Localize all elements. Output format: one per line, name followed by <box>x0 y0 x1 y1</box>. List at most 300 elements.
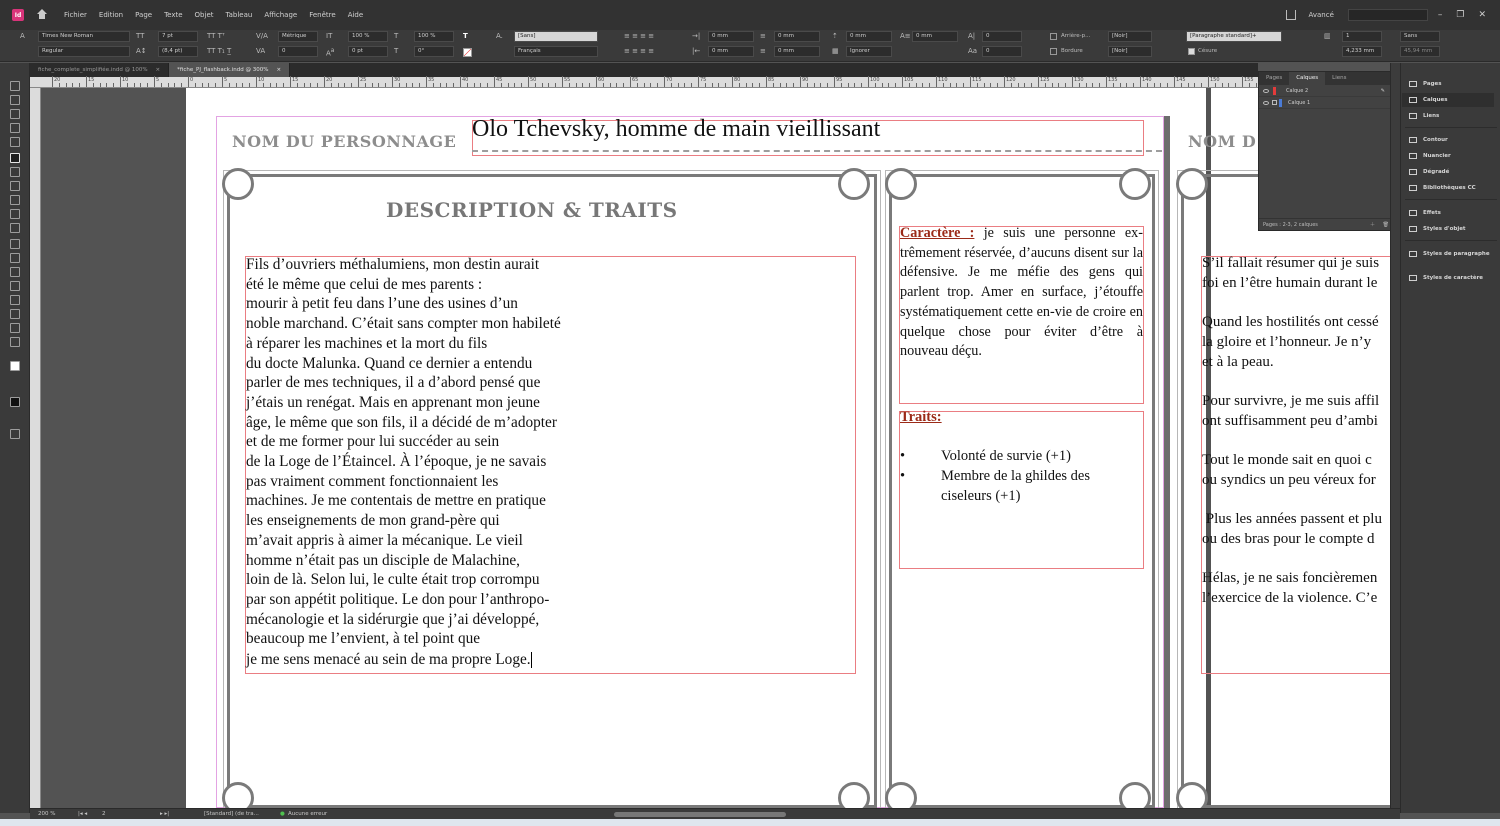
preflight-ok-icon: ● <box>280 811 285 817</box>
ruler-tick <box>344 83 345 87</box>
dock-pages[interactable]: Pages <box>1409 77 1442 91</box>
ruler-tick <box>351 83 352 87</box>
hand-tool-icon[interactable] <box>10 323 20 333</box>
ruler-number: 15 <box>88 77 95 83</box>
text-line: à réparer les machines et la mort du fils <box>246 334 488 352</box>
ruler-tick <box>154 76 155 87</box>
ruler-tick <box>684 83 685 87</box>
ruler-tick <box>140 83 141 87</box>
control-panel <box>0 30 1500 62</box>
font-style-field[interactable]: Regular <box>38 46 130 57</box>
ruler-tick <box>1024 83 1025 87</box>
ruler-tick <box>263 83 264 87</box>
ruler-tick <box>780 83 781 87</box>
dock-effets[interactable]: Effets <box>1409 206 1441 220</box>
ruler-tick <box>657 83 658 87</box>
text-line: de la Loge de l’Étaincel. À l’époque, je ne savais <box>246 453 547 471</box>
ruler-tick <box>909 83 910 87</box>
ruler-tick <box>895 83 896 87</box>
ruler-tick <box>52 76 53 87</box>
column-width-field[interactable]: 4,233 mm <box>1342 46 1382 57</box>
tab-fiche-complete[interactable] <box>30 63 169 77</box>
note-tool-icon[interactable] <box>10 295 20 305</box>
menu-tableau[interactable]: Tableau <box>225 11 253 19</box>
baseline-shift-field[interactable]: 0 pt <box>348 46 388 57</box>
text-line <box>1202 372 1392 392</box>
ruler-tick <box>338 83 339 87</box>
ruler-number: 95 <box>836 77 843 83</box>
horizontal-ruler[interactable] <box>30 77 1258 88</box>
ruler-tick <box>1092 83 1093 87</box>
text-line: mécanologie et la sidérurgie que j’ai développé, <box>246 610 540 628</box>
ruler-tick <box>990 83 991 87</box>
tab-calques[interactable]: Calques <box>1289 72 1325 85</box>
drop-cap-icon: A| <box>968 32 976 40</box>
hyphenation-checkbox[interactable] <box>1188 48 1195 55</box>
tracking-icon: VA <box>256 47 266 55</box>
text-line <box>1202 431 1392 451</box>
ruler-tick <box>514 83 515 87</box>
object-styles-icon <box>1409 226 1417 232</box>
ruler-tick <box>1011 83 1012 87</box>
trait-item-continued[interactable]: ciseleurs (+1) <box>941 488 1021 504</box>
shading-color-field[interactable]: [Noir] <box>1108 31 1152 42</box>
dock-separator <box>1405 127 1497 128</box>
ruler-number: 145 <box>1176 77 1186 83</box>
ruler-tick <box>1099 83 1100 87</box>
column-size-field[interactable]: 45,94 mm <box>1400 46 1440 57</box>
font-family-field[interactable] <box>38 31 130 42</box>
right-page-text[interactable] <box>1202 254 1392 609</box>
ruler-number: 45 <box>496 77 503 83</box>
gradient-feather-tool-icon[interactable] <box>10 281 20 291</box>
content-collector-icon[interactable] <box>10 137 20 147</box>
ruler-tick <box>1031 83 1032 87</box>
ruler-tick <box>582 83 583 87</box>
ruler-tick <box>236 83 237 87</box>
links-icon <box>1409 113 1417 119</box>
grid-align-field[interactable]: Ignorer <box>846 46 892 57</box>
preflight-status[interactable]: Aucune erreur <box>288 811 328 817</box>
direct-selection-tool-icon[interactable] <box>10 95 20 105</box>
ruler-tick <box>555 83 556 87</box>
dock-styles-caractere[interactable]: Styles de caractère <box>1409 271 1483 285</box>
ruler-tick <box>916 83 917 87</box>
ruler-number: 80 <box>734 77 741 83</box>
menu-objet[interactable]: Objet <box>194 11 214 19</box>
ruler-tick <box>997 83 998 87</box>
char-style-field[interactable]: [Sans] <box>514 31 598 42</box>
ruler-number: 10 <box>258 77 265 83</box>
ruler-tick <box>256 76 257 87</box>
layer-row-calque-1[interactable] <box>1259 97 1397 109</box>
hyphenation-label: Césure <box>1198 48 1218 54</box>
gap-tool-icon[interactable] <box>10 123 20 133</box>
ruler-number: 140 <box>1142 77 1152 83</box>
ruler-tick <box>317 83 318 87</box>
close-icon[interactable]: × <box>276 67 282 73</box>
trait-item[interactable]: • Membre de la ghildes des <box>900 468 1090 484</box>
ruler-number: 85 <box>768 77 775 83</box>
panel-collapse-strip[interactable] <box>1390 63 1400 813</box>
zoom-tool-icon[interactable] <box>10 337 20 347</box>
zoom-level[interactable]: 200 % <box>38 811 56 817</box>
ruler-tick <box>548 83 549 87</box>
ruler-tick <box>365 83 366 87</box>
ruler-tick <box>616 83 617 87</box>
ruler-number: 25 <box>360 77 367 83</box>
document-tabs <box>30 63 1258 77</box>
ruler-tick <box>72 83 73 87</box>
ruler-tick <box>276 83 277 87</box>
ruler-number: 60 <box>598 77 605 83</box>
scissors-tool-icon[interactable] <box>10 239 20 249</box>
shading-label: Arrière-p... <box>1061 33 1091 39</box>
dock-styles-objet[interactable]: Styles d'objet <box>1409 222 1466 236</box>
vertical-scale-field[interactable]: 100 % <box>348 31 388 42</box>
layers-count: Pages : 2-3, 2 calques <box>1263 222 1318 228</box>
traits-label: Traits: <box>900 409 942 425</box>
layer-row-calque-2[interactable] <box>1259 85 1397 97</box>
dock-styles-paragraphe[interactable]: Styles de paragraphe <box>1409 247 1490 261</box>
ruler-tick <box>66 83 67 87</box>
ruler-tick <box>324 76 325 87</box>
screen-mode-icon[interactable] <box>10 429 20 439</box>
ruler-tick <box>202 83 203 87</box>
gradient-tool-icon[interactable] <box>10 267 20 277</box>
ruler-tick <box>807 83 808 87</box>
rectangle-frame-tool-icon[interactable] <box>10 209 20 219</box>
pencil-tool-icon[interactable] <box>10 195 20 205</box>
traits-text-frame[interactable] <box>899 411 1144 569</box>
ruler-tick <box>1052 83 1053 87</box>
stroke-icon <box>1409 137 1417 143</box>
language-field[interactable]: Français <box>514 46 598 57</box>
tab-pages[interactable]: Pages <box>1266 75 1283 81</box>
dock-contour[interactable]: Contour <box>1409 133 1448 147</box>
text-line <box>1202 490 1392 510</box>
text-line <box>1202 550 1392 570</box>
line-tool-icon[interactable] <box>10 167 20 177</box>
indent-last-icon: ≡ <box>760 47 766 55</box>
first-page-icon[interactable]: |◂ ◂ <box>78 811 88 817</box>
drop-cap-chars-field[interactable]: 0 <box>982 46 1022 57</box>
menu-texte[interactable]: Texte <box>164 11 183 19</box>
ruler-tick <box>467 83 468 87</box>
border-color-field[interactable]: [Noir] <box>1108 46 1152 57</box>
pasteboard[interactable] <box>41 88 1390 808</box>
ruler-number: 105 <box>904 77 914 83</box>
small-caps-icon[interactable]: TT T₁ T̲ <box>207 47 232 55</box>
lock-icon[interactable] <box>1272 100 1277 105</box>
text-line: l’exercice de la violence. C’e <box>1202 589 1378 606</box>
shading-checkbox[interactable] <box>1050 33 1057 40</box>
text-line <box>1202 293 1392 313</box>
align-left-icon[interactable]: ≡ ≡ ≡ ≡ <box>624 32 655 40</box>
trash-icon[interactable]: 🗑 <box>1382 222 1389 228</box>
leading-field[interactable]: (8,4 pt) <box>158 46 198 57</box>
ruler-tick <box>963 83 964 87</box>
ruler-tick <box>93 83 94 87</box>
drop-cap-lines-field[interactable]: 0 <box>982 31 1022 42</box>
ruler-tick <box>331 83 332 87</box>
indent-left-icon: →| <box>692 32 701 40</box>
ruler-tick <box>712 83 713 87</box>
ruler-tick <box>888 83 889 87</box>
ruler-number: 155 <box>1244 77 1254 83</box>
description-last-line[interactable]: je me sens menacé au sein de ma propre Loge. <box>246 651 531 668</box>
vertical-scale-icon: IT <box>326 32 333 40</box>
page-number-field[interactable]: 2 <box>102 811 106 817</box>
ruler-number: 90 <box>802 77 809 83</box>
ruler-tick <box>569 83 570 87</box>
ruler-tick <box>113 83 114 87</box>
ruler-number: 130 <box>1074 77 1084 83</box>
pen-tool-icon[interactable] <box>10 181 20 191</box>
ruler-tick <box>861 83 862 87</box>
ruler-number: 0 <box>190 77 194 83</box>
ruler-tick <box>446 83 447 87</box>
ruler-tick <box>1072 76 1073 87</box>
space-before-field[interactable]: 0 mm <box>846 31 892 42</box>
menu-page[interactable]: Page <box>135 11 153 19</box>
ruler-tick <box>984 83 985 87</box>
text-line: Quand les hostilités ont cessé <box>1202 314 1379 331</box>
ruler-tick <box>358 76 359 87</box>
horizontal-scale-field[interactable]: 100 % <box>414 31 454 42</box>
dock-separator <box>1405 240 1497 241</box>
ruler-tick <box>786 83 787 87</box>
text-line: ou syndics un peu véreux for <box>1202 471 1376 488</box>
pen-icon: ✎ <box>1380 87 1385 94</box>
ruler-tick <box>222 76 223 87</box>
ruler-tick <box>528 76 529 87</box>
vertical-ruler[interactable] <box>30 88 41 808</box>
leading-icon: A↕ <box>136 47 147 55</box>
font-size-icon: TT <box>136 32 145 40</box>
free-transform-tool-icon[interactable] <box>10 253 20 263</box>
ruler-tick <box>603 83 604 87</box>
menu-fichier[interactable]: Fichier <box>64 11 87 19</box>
ruler-tick <box>385 83 386 87</box>
eye-icon[interactable] <box>1263 101 1269 105</box>
indent-right-field[interactable]: 0 mm <box>708 46 754 57</box>
ruler-tick <box>120 76 121 87</box>
ruler-tick <box>1045 83 1046 87</box>
ruler-tick <box>1140 76 1141 87</box>
ruler-tick <box>589 83 590 87</box>
ruler-tick <box>1167 83 1168 87</box>
pages-icon <box>1409 81 1417 87</box>
ruler-number: 15 <box>292 77 299 83</box>
font-family-value: Times New Roman <box>42 33 93 39</box>
span-field[interactable]: Sans <box>1400 31 1440 42</box>
cc-libraries-icon <box>1409 185 1417 191</box>
layer-name[interactable]: Calque 1 <box>1288 99 1311 106</box>
type-tool-icon[interactable] <box>10 153 20 163</box>
dock-bibliotheques-cc[interactable]: Bibliothèques CC <box>1409 181 1476 195</box>
ruler-number: 10 <box>122 77 129 83</box>
border-checkbox[interactable] <box>1050 48 1057 55</box>
eyedropper-tool-icon[interactable] <box>10 309 20 319</box>
text-line: pas vraiment comment fonctionnaient les <box>246 472 499 490</box>
kerning-field[interactable]: Métrique <box>278 31 318 42</box>
page-tool-icon[interactable] <box>10 109 20 119</box>
fx-icon <box>1409 210 1417 216</box>
ruler-tick <box>521 83 522 87</box>
ruler-tick <box>372 83 373 87</box>
horizontal-scrollbar[interactable] <box>614 812 786 817</box>
new-layer-icon[interactable]: ＋ <box>1369 222 1375 228</box>
ruler-tick <box>596 76 597 87</box>
ruler-tick <box>215 83 216 87</box>
layers-panel-footer <box>1259 218 1397 230</box>
all-caps-icon[interactable]: TT Tᵀ <box>207 32 225 40</box>
home-icon[interactable] <box>36 9 48 21</box>
ruler-tick <box>1079 83 1080 87</box>
ruler-tick <box>1106 76 1107 87</box>
ruler-tick <box>249 83 250 87</box>
workspace-select[interactable]: Avancé <box>1308 11 1334 19</box>
ruler-tick <box>440 83 441 87</box>
indent-left-field[interactable]: 0 mm <box>708 31 754 42</box>
ruler-number: 125 <box>1040 77 1050 83</box>
justify-icon[interactable]: ≡ ≡ ≡ ≡ <box>624 47 655 55</box>
paragraph-style-field[interactable]: [Paragraphe standard]+ <box>1186 31 1282 42</box>
name-label: NOM DU PERSONNAGE <box>232 132 457 151</box>
ruler-tick <box>637 83 638 87</box>
ruler-tick <box>1086 83 1087 87</box>
ruler-tick <box>922 83 923 87</box>
indent-first-field[interactable]: 0 mm <box>774 31 820 42</box>
ruler-tick <box>752 83 753 87</box>
text-line: beaucoup me l’envient, à tel point que <box>246 630 481 648</box>
ruler-tick <box>188 76 189 87</box>
text-line: homme n’était pas un disciple de Malachine, <box>246 551 520 569</box>
columns-field[interactable]: 1 <box>1342 31 1382 42</box>
ruler-tick <box>671 83 672 87</box>
ruler-number: 115 <box>972 77 982 83</box>
text-fill-icon[interactable]: T <box>463 32 468 40</box>
tab-fiche-pj-flashback[interactable] <box>169 63 290 77</box>
share-icon[interactable] <box>1286 10 1296 20</box>
spread-spine <box>1164 116 1170 808</box>
tracking-field[interactable]: 0 <box>278 46 318 57</box>
ruler-tick <box>1058 83 1059 87</box>
swatches-icon <box>1409 153 1417 159</box>
stroke-none-icon[interactable] <box>463 48 472 57</box>
indent-last-field[interactable]: 0 mm <box>774 46 820 57</box>
ruler-tick <box>956 83 957 87</box>
ruler-tick <box>868 76 869 87</box>
text-line: foi en l’être humain durant le <box>1202 274 1378 291</box>
text-line: âge, le même que son fils, il a décidé de m’adopter <box>246 413 557 431</box>
ruler-tick <box>419 83 420 87</box>
ruler-tick <box>270 83 271 87</box>
skew-field[interactable]: 0° <box>414 46 454 57</box>
ruler-number: 110 <box>938 77 948 83</box>
ruler-tick <box>399 83 400 87</box>
indent-right-icon: |← <box>692 47 701 55</box>
ruler-number: 5 <box>224 77 228 83</box>
ruler-tick <box>79 83 80 87</box>
dock-nuancier[interactable]: Nuancier <box>1409 149 1451 163</box>
ruler-tick <box>412 83 413 87</box>
ruler-tick <box>630 76 631 87</box>
space-after-field[interactable]: 0 mm <box>912 31 958 42</box>
ruler-number: 5 <box>156 77 160 83</box>
fill-stroke-icon[interactable] <box>10 361 20 371</box>
selection-tool-icon[interactable] <box>10 81 20 91</box>
ruler-tick <box>1256 83 1257 87</box>
dock-separator <box>1405 199 1497 200</box>
text-line: machines. Je me contentais de mettre en pratique <box>246 492 546 510</box>
menu-fenetre[interactable]: Fenêtre <box>309 11 336 19</box>
eye-icon[interactable] <box>1263 89 1269 93</box>
indesign-logo: Id <box>12 9 24 21</box>
menu-edition[interactable]: Edition <box>98 11 124 19</box>
horizontal-scale-icon: T <box>394 32 399 40</box>
close-icon[interactable]: ✕ <box>1478 10 1486 20</box>
ruler-tick <box>501 83 502 87</box>
tab-liens[interactable]: Liens <box>1332 75 1347 81</box>
text-line: mourir à petit feu dans l’une des usines d’un <box>246 295 518 313</box>
text-line: parler de mes techniques, il a d’abord pensé que <box>246 374 541 392</box>
description-text[interactable] <box>246 255 856 649</box>
text-line: noble marchand. C’était sans compter mon habileté <box>246 315 561 333</box>
dock-calques[interactable]: Calques <box>1402 93 1494 107</box>
ruler-tick <box>1194 83 1195 87</box>
next-page-icon[interactable]: ▸ ▸| <box>160 811 170 817</box>
type-on-path-icon: A. <box>496 32 503 40</box>
character-styles-icon <box>1409 275 1417 281</box>
font-size-field[interactable]: 7 pt <box>158 31 198 42</box>
character-name[interactable]: Olo Tchevsky, homme de main vieillissant <box>472 116 881 142</box>
ruler-tick <box>508 83 509 87</box>
layers-icon <box>1409 97 1417 103</box>
text-line: j’étais un renégat. Mais en apprenant mon jeune <box>246 393 540 411</box>
menu-aide[interactable]: Aide <box>347 11 364 19</box>
minimize-icon[interactable]: – <box>1437 10 1443 20</box>
corner-ornament <box>885 168 917 200</box>
trait-item[interactable]: • Volonté de survie (+1) <box>900 448 1071 464</box>
text-line: Pour survivre, je me suis affil <box>1202 392 1380 409</box>
ruler-tick <box>814 83 815 87</box>
search-input[interactable] <box>1348 9 1428 21</box>
text-line: Tout le monde sait en quoi c <box>1202 452 1372 469</box>
maximize-icon[interactable]: ❐ <box>1456 10 1465 20</box>
menu-affichage[interactable]: Affichage <box>264 11 298 19</box>
close-icon[interactable]: × <box>155 67 161 73</box>
normal-mode-icon[interactable] <box>10 397 20 407</box>
dock-liens[interactable]: Liens <box>1409 109 1439 123</box>
text-line: m’avait appris à aimer la mécanique. Le vieil <box>246 531 523 549</box>
drop-cap-chars-icon: Aa <box>968 47 978 55</box>
ruler-number: 30 <box>394 77 401 83</box>
ruler-tick <box>1133 83 1134 87</box>
name-underline <box>472 150 1162 153</box>
baseline-shift-icon: $A^a$ <box>326 48 335 58</box>
rectangle-tool-icon[interactable] <box>10 223 20 233</box>
character-mode-icon[interactable]: A <box>20 32 25 40</box>
ruler-tick <box>1208 76 1209 87</box>
text-style-status[interactable]: [Standard] (de tra... <box>204 811 259 817</box>
layer-name[interactable]: Calque 2 <box>1286 87 1309 94</box>
ruler-tick <box>1113 83 1114 87</box>
dock-degrade[interactable]: Dégradé <box>1409 165 1449 179</box>
text-line: la gloire et l’honneur. Je n’y <box>1202 333 1372 350</box>
caractere-text[interactable]: Caractère : je suis une personne ex-trêmement réservée, d’aucuns disent sur la défensive. Je me méfie des gens qui parlent trop. Amer en surface, j’étouffe systématiquement cette en-vie de croire en quelque chose pour éviter d’être à nouveau déçu. <box>900 225 1143 360</box>
